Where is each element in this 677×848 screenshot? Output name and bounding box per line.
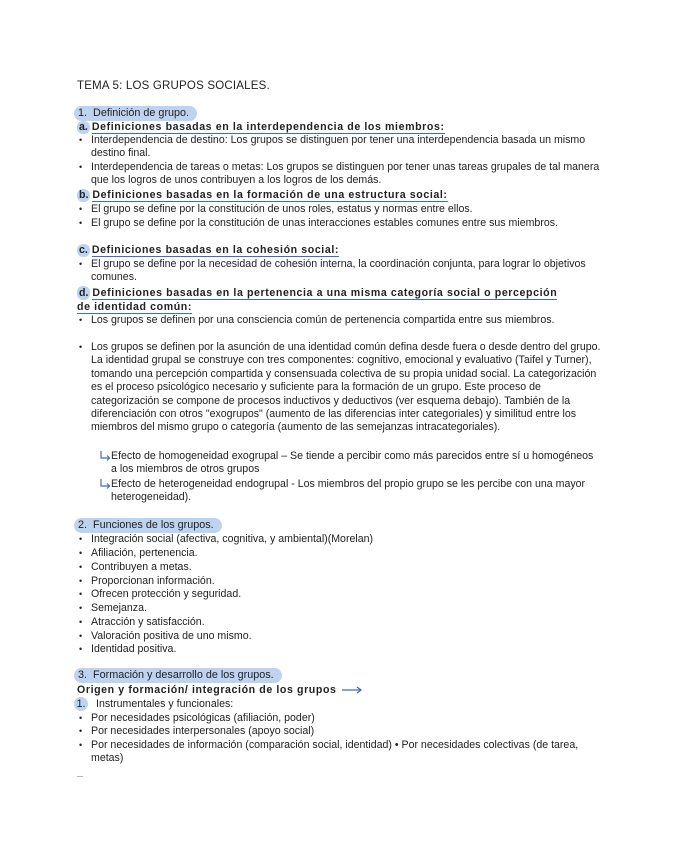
- list-item-text: Interdependencia de destino: Los grupos se distinguen por tener una interdependencia basada un mismo destino final.: [91, 134, 586, 160]
- subheading-text: Definiciones basadas en la pertenencia a una misma categoría social o percepción de identidad común:: [77, 287, 558, 313]
- bullet-icon: •: [79, 631, 83, 641]
- list-item-text: Valoración positiva de uno mismo.: [91, 630, 252, 642]
- origin-subheading-text: Origen y formación/ integración de los grupos: [77, 684, 337, 696]
- section-1-heading: [74, 106, 197, 121]
- subheading-label: d.: [79, 287, 89, 299]
- bullet-icon: •: [79, 135, 83, 145]
- list-item-text: Los grupos se definen por la asunción de una identidad común defina desde fuera o desde dentro del grupo. La identidad grupal se construye con tres componentes: cognitivo, emocional y evaluativo (Taifel y Turner), tomando una percepción compartida y consensuada colectiva de su propia unidad social. La categorización es el proceso psicológico necesario y suficiente para la formación de un grupo. Este proceso de categorización se compone de procesos inductivos y deductivos (ver esquema debajo). También de la diferenciación con otros "exogrupos" (aumento de las diferencias inter categoriales) y similitud entre los miembros del mismo grupo o categoría (aumento de las semejanzas intracategoriales).: [91, 341, 601, 434]
- subheading-text: Definiciones basadas en la interdependencia de los miembros:: [91, 121, 445, 133]
- bullet-icon: •: [79, 603, 83, 613]
- arrow-item-text: Efecto de homogeneidad exogrupal – Se tiende a percibir como más parecidos entre sí u homogéneos a los miembros de otros grupos: [111, 450, 594, 476]
- subheading-c: [77, 244, 339, 257]
- list-item-text: Por necesidades psicológicas (afiliación, poder): [91, 712, 315, 724]
- section-title: Formación y desarrollo de los grupos.: [93, 669, 274, 681]
- bullet-icon: •: [79, 740, 83, 750]
- list-item-text: Proporcionan información.: [91, 575, 215, 587]
- numbered-item: [74, 697, 233, 711]
- list-item-text: Los grupos se definen por una consciencia común de pertenencia compartida entre sus miembros.: [91, 314, 555, 326]
- bullet-icon: •: [79, 259, 83, 269]
- list-item-text: Identidad positiva.: [91, 643, 177, 655]
- subheading-text: Definiciones basadas en la cohesión social:: [91, 244, 340, 256]
- bullet-icon: •: [79, 162, 83, 172]
- subheading-text: Definiciones basadas en la formación de una estructura social:: [92, 189, 448, 201]
- bullet-icon: •: [79, 726, 83, 736]
- list-item-text: El grupo se define por la necesidad de cohesión interna, la coordinación conjunta, para lograr lo objetivos comunes.: [91, 258, 586, 284]
- list-item-text: El grupo se define por la constitución de unas interacciones estables comunes entre sus miembros.: [91, 217, 558, 229]
- list-item-text: Semejanza.: [91, 602, 147, 614]
- list-item-text: Por necesidades de información (comparación social, identidad) • Por necesidades colectivas (de tarea, metas): [91, 739, 579, 765]
- list-item-text: Atracción y satisfacción.: [91, 616, 205, 628]
- subheading-a: [77, 121, 445, 134]
- bullet-icon: •: [79, 562, 83, 572]
- item-number: 1.: [74, 697, 88, 711]
- bullet-icon: •: [79, 342, 83, 352]
- list-item-text: Interdependencia de tareas o metas: Los grupos se distinguen por tener unas tareas grupales de tal manera que los logros de unos contribuyen a los logros de los demás.: [91, 161, 600, 187]
- subheading-label: b.: [79, 189, 89, 201]
- bullet-icon: •: [79, 589, 83, 599]
- section-number: 3.: [78, 669, 88, 681]
- section-title: Funciones de los grupos.: [93, 519, 214, 531]
- subheading-label: c.: [79, 244, 88, 256]
- divider: [77, 776, 83, 777]
- list-item-text: Afiliación, pertenencia.: [91, 547, 198, 559]
- list-item-text: El grupo se define por la constitución de unos roles, estatus y normas entre ellos.: [91, 203, 473, 215]
- right-arrow-icon: [342, 686, 364, 694]
- bullet-icon: •: [79, 204, 83, 214]
- bullet-icon: •: [79, 548, 83, 558]
- section-title: Definición de grupo.: [93, 107, 190, 119]
- list-item-text: Ofrecen protección y seguridad.: [91, 588, 242, 600]
- arrow-item-text: Efecto de heterogeneidad endogrupal - Los miembros del propio grupo se les percibe con una mayor heterogeneidad).: [111, 478, 586, 504]
- origin-subheading: [77, 684, 364, 696]
- subheading-d: [77, 286, 567, 314]
- bullet-icon: •: [79, 315, 83, 325]
- section-2-heading: [74, 518, 222, 533]
- bullet-icon: •: [79, 534, 83, 544]
- subheading-b: [77, 189, 448, 202]
- subheading-label: a.: [79, 121, 88, 133]
- bullet-icon: •: [79, 218, 83, 228]
- bullet-icon: •: [79, 576, 83, 586]
- list-item-text: Integración social (afectiva, cognitiva, y ambiental)(Morelan): [91, 533, 374, 545]
- bullet-icon: •: [79, 617, 83, 627]
- item-text: Instrumentales y funcionales:: [96, 698, 234, 710]
- list-item-text: Por necesidades interpersonales (apoyo social): [91, 725, 315, 737]
- bullet-icon: •: [79, 713, 83, 723]
- section-number: 1.: [78, 107, 88, 119]
- turn-arrow-icon: [99, 478, 111, 490]
- page-title: TEMA 5: LOS GRUPOS SOCIALES.: [77, 80, 270, 92]
- section-3-heading: [74, 668, 282, 683]
- section-number: 2.: [78, 519, 88, 531]
- list-item-text: Contribuyen a metas.: [91, 561, 192, 573]
- turn-arrow-icon: [99, 450, 111, 462]
- bullet-icon: •: [79, 644, 83, 654]
